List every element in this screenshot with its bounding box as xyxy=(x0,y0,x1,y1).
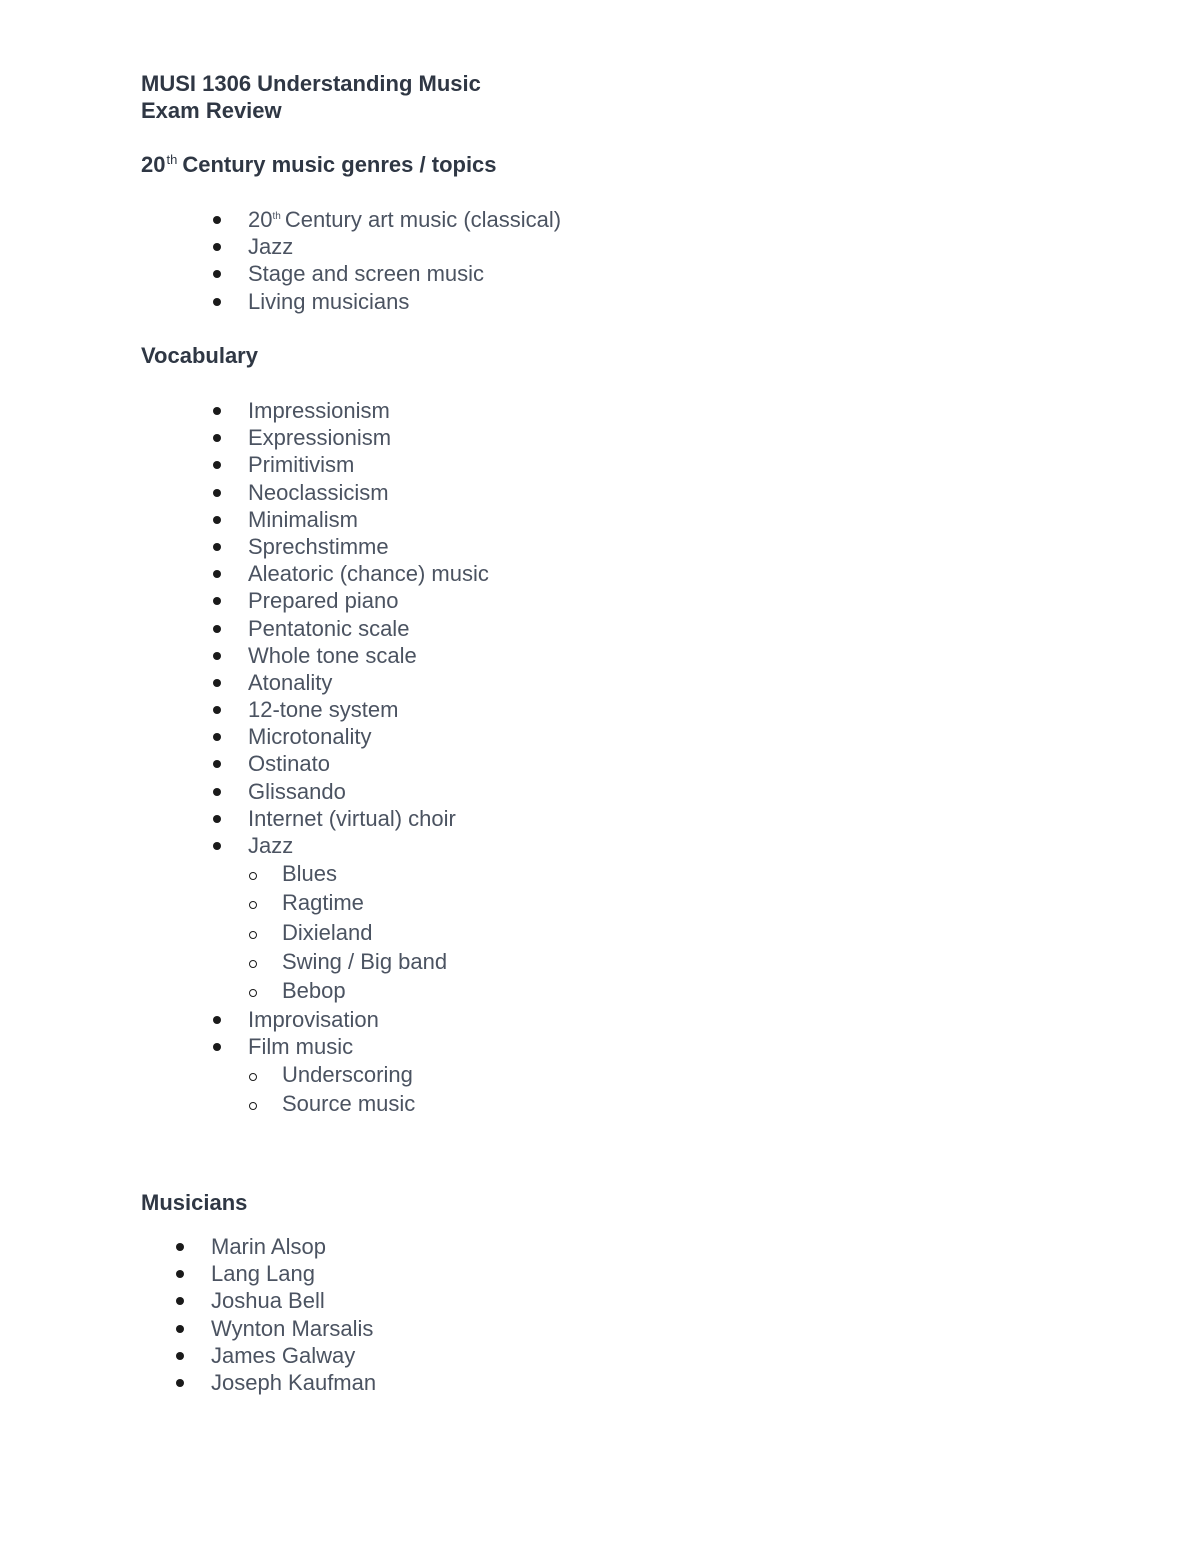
list-item xyxy=(248,479,489,506)
bullet-icon xyxy=(213,815,221,823)
list-item xyxy=(248,615,489,642)
list-item xyxy=(211,1342,376,1369)
list-item xyxy=(248,288,561,315)
list-item-text: Source music xyxy=(282,1091,416,1117)
list-item-text: Jazz xyxy=(248,234,294,260)
list-item-text: Minimalism xyxy=(248,506,358,532)
sub-list-item xyxy=(248,918,489,947)
genres-heading-text: Century music genres / topics xyxy=(182,152,497,177)
bullet-icon xyxy=(213,597,221,605)
list-item xyxy=(248,669,489,696)
list-item-text: Bebop xyxy=(282,978,346,1004)
bullet-icon xyxy=(213,243,221,251)
hollow-bullet-icon xyxy=(249,872,257,880)
list-item-text: Jazz xyxy=(248,833,294,858)
list-item-text: Joseph Kaufman xyxy=(211,1370,377,1396)
list-item-text: Atonality xyxy=(248,669,333,695)
list-item xyxy=(248,723,489,750)
bullet-icon xyxy=(213,216,221,224)
list-item-text: Glissando xyxy=(248,778,346,804)
list-item xyxy=(211,1233,376,1260)
hollow-bullet-icon xyxy=(249,1102,257,1110)
list-item xyxy=(248,1006,489,1033)
list-item xyxy=(211,1260,376,1287)
list-item-text: Aleatoric (chance) music xyxy=(248,561,489,587)
hollow-bullet-icon xyxy=(249,901,257,909)
list-item-text: Living musicians xyxy=(248,288,410,314)
list-item-text: Impressionism xyxy=(248,398,390,423)
list-item xyxy=(248,750,489,777)
bullet-icon xyxy=(213,407,221,415)
list-item-text: Marin Alsop xyxy=(211,1234,326,1259)
hollow-bullet-icon xyxy=(249,1073,257,1081)
bullet-icon xyxy=(176,1352,184,1360)
exam-review-subtitle: Exam Review xyxy=(141,98,282,123)
list-item xyxy=(248,233,561,260)
musicians-heading: Musicians xyxy=(141,1190,248,1215)
bullet-icon xyxy=(213,1043,221,1051)
list-item-text: Blues xyxy=(282,861,338,887)
list-item-text: Joshua Bell xyxy=(211,1288,325,1314)
bullet-icon xyxy=(213,270,221,278)
list-item-text: 12-tone system xyxy=(248,697,399,723)
sub-list-item xyxy=(248,1060,489,1089)
sub-list-item xyxy=(248,947,489,976)
list-item xyxy=(248,832,489,859)
bullet-icon xyxy=(213,298,221,306)
list-item xyxy=(248,805,489,832)
bullet-icon xyxy=(176,1297,184,1305)
hollow-bullet-icon xyxy=(249,989,257,997)
list-item xyxy=(211,1287,376,1314)
list-item-text: Improvisation xyxy=(248,1006,379,1032)
list-item-text: Microtonality xyxy=(248,724,372,750)
bullet-icon xyxy=(213,652,221,660)
bullet-icon xyxy=(213,461,221,469)
list-item-text: James Galway xyxy=(211,1342,356,1368)
list-item xyxy=(248,778,489,805)
list-item xyxy=(248,560,489,587)
bullet-icon xyxy=(176,1243,184,1251)
list-item-text: Dixieland xyxy=(282,919,373,945)
list-item-superscript: th xyxy=(272,211,281,222)
list-item-text: Stage and screen music xyxy=(248,261,485,287)
list-item xyxy=(248,451,489,478)
list-item-text: Century art music (classical) xyxy=(284,207,562,232)
list-item xyxy=(211,1369,376,1396)
bullet-icon xyxy=(176,1379,184,1387)
list-item xyxy=(211,1315,376,1342)
bullet-icon xyxy=(213,760,221,768)
bullet-icon xyxy=(213,625,221,633)
list-item-text: Pentatonic scale xyxy=(248,615,410,641)
sub-list-item xyxy=(248,888,489,917)
list-item xyxy=(248,642,489,669)
bullet-icon xyxy=(213,516,221,524)
list-item-text: Wynton Marsalis xyxy=(211,1315,374,1341)
hollow-bullet-icon xyxy=(249,960,257,968)
sub-list-item xyxy=(248,976,489,1005)
list-item xyxy=(248,587,489,614)
list-item-text: Neoclassicism xyxy=(248,479,389,505)
hollow-bullet-icon xyxy=(249,931,257,939)
list-item xyxy=(248,533,489,560)
list-item xyxy=(248,1033,489,1060)
bullet-icon xyxy=(213,788,221,796)
title-block xyxy=(141,70,481,124)
genres-list xyxy=(248,206,561,315)
genres-heading-number: 20 xyxy=(141,152,166,177)
list-item-text: Lang Lang xyxy=(211,1261,315,1287)
list-item xyxy=(248,696,489,723)
list-item-text: Swing / Big band xyxy=(282,949,448,975)
list-item-text: Sprechstimme xyxy=(248,533,389,559)
musicians-list xyxy=(211,1233,376,1396)
bullet-icon xyxy=(213,543,221,551)
sub-list-item xyxy=(248,859,489,888)
sub-list-item xyxy=(248,1089,489,1118)
bullet-icon xyxy=(213,706,221,714)
list-item-text: Ostinato xyxy=(248,751,330,777)
bullet-icon xyxy=(213,570,221,578)
list-item-number: 20 xyxy=(248,207,273,232)
bullet-icon xyxy=(213,434,221,442)
list-item xyxy=(248,506,489,533)
genres-heading xyxy=(141,151,497,178)
list-item xyxy=(248,424,489,451)
list-item xyxy=(248,260,561,287)
list-item-text: Underscoring xyxy=(282,1062,413,1088)
vocabulary-list xyxy=(248,397,489,1119)
list-item-text: Prepared piano xyxy=(248,588,399,614)
bullet-icon xyxy=(213,679,221,687)
list-item-text: Ragtime xyxy=(282,890,364,916)
vocabulary-heading: Vocabulary xyxy=(141,343,258,368)
bullet-icon xyxy=(213,1016,221,1024)
bullet-icon xyxy=(176,1270,184,1278)
bullet-icon xyxy=(213,842,221,850)
list-item-text: Expressionism xyxy=(248,425,392,451)
course-title: MUSI 1306 Understanding Music xyxy=(141,71,481,96)
bullet-icon xyxy=(213,733,221,741)
list-item xyxy=(248,206,561,233)
list-item-text: Primitivism xyxy=(248,452,355,478)
bullet-icon xyxy=(213,489,221,497)
genres-heading-superscript: th xyxy=(166,152,178,167)
list-item-text: Film music xyxy=(248,1033,354,1059)
list-item xyxy=(248,397,489,424)
bullet-icon xyxy=(176,1325,184,1333)
list-item-text: Whole tone scale xyxy=(248,642,417,668)
list-item-text: Internet (virtual) choir xyxy=(248,805,456,831)
